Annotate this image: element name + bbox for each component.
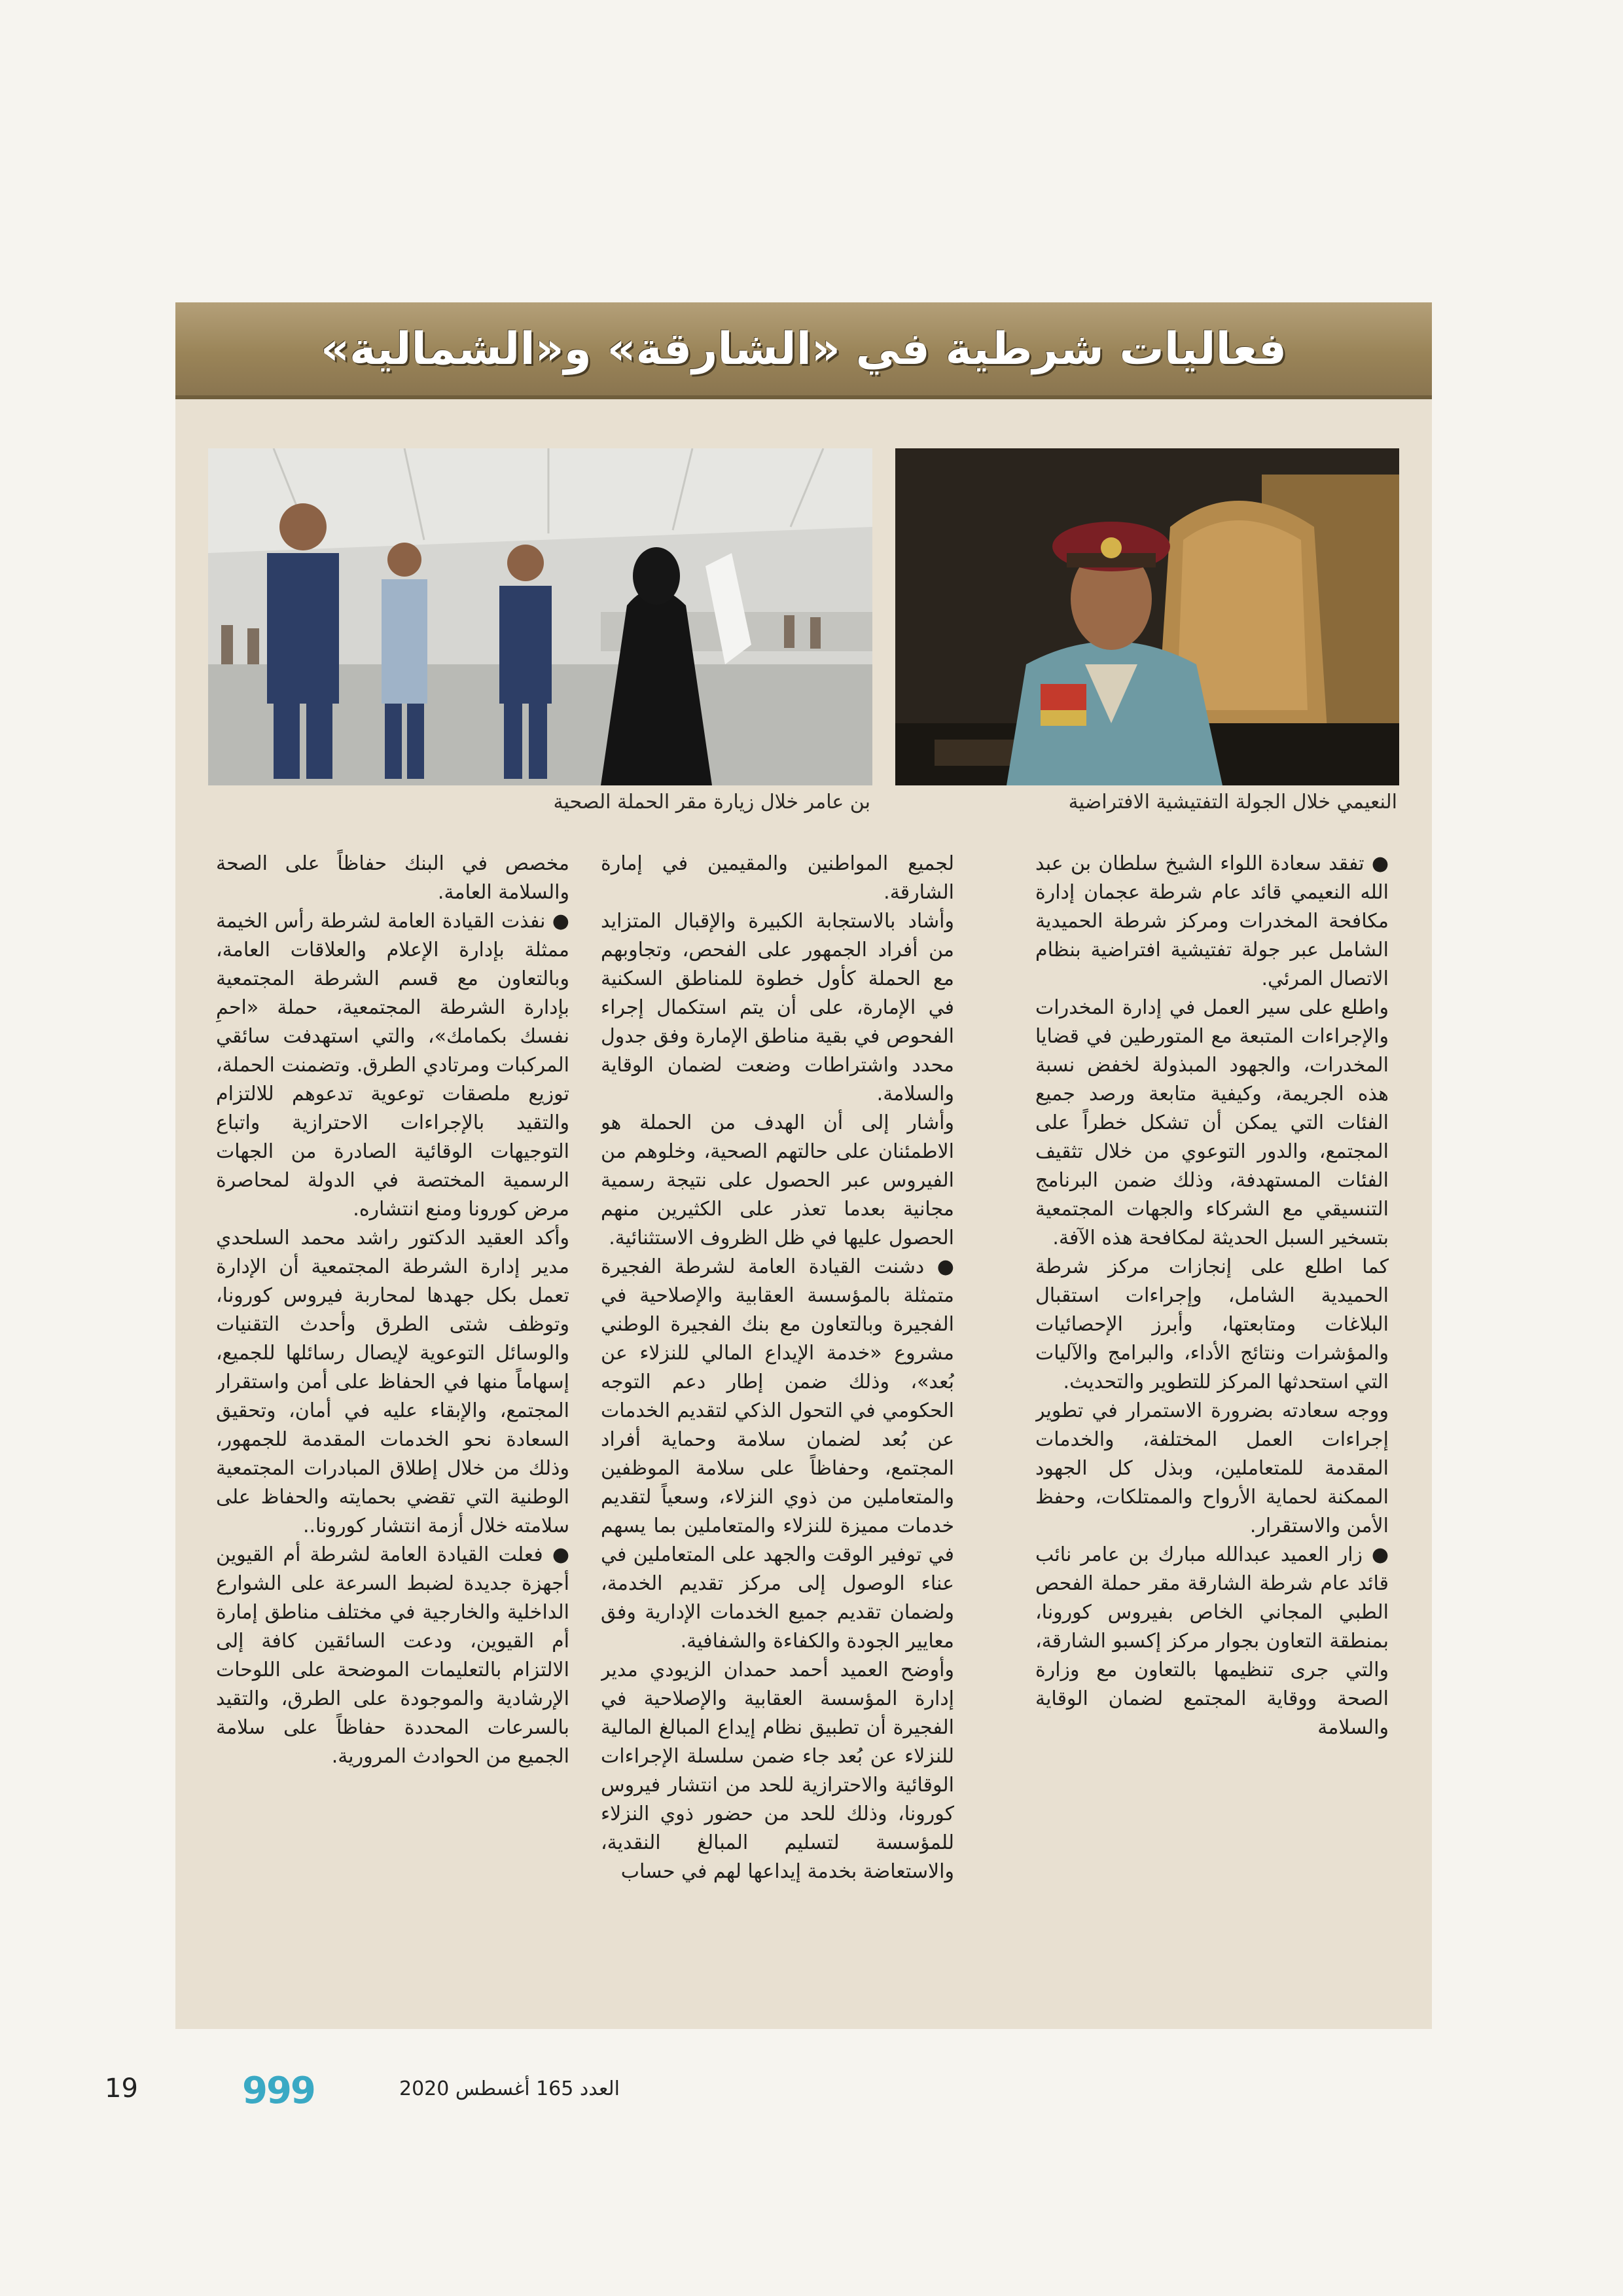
paragraph: ● نفذت القيادة العامة لشرطة رأس الخيمة ممثلة بإدارة الإعلام والعلاقات العامة، وبالتعاون مع قسم الشرطة المجتمعية بإدارة الشرطة المجتمعية، حملة «احمِ نفسك بكمامك»، والتي استهدفت سائقي المركبات ومرتادي الطرق. وتضمنت الحملة، توزيع ملصقات توعوية تدعوهم للالتزام والتقيد بالإجراءات الاحترازية واتباع التوجيهات الوقائية الصادرة من الجهات الرسمية المختصة في الدولة لمحاصرة مرض كورونا ومنع انتشاره. <box>216 910 569 1221</box>
title-banner <box>175 302 1432 399</box>
paragraph: واطلع على سير العمل في إدارة المخدرات والإجراءات المتبعة مع المتورطين في قضايا المخدرات، والجهود المبذولة لخفض نسبة هذه الجريمة، وكيفية متابعة ورصد جميع الفئات التي يمكن أن تشكل خطراً على المجتمع، والدور التوعوي من خلال تثقيف الفئات المستهدفة، وذلك ضمن البرنامج التنسيقي مع الشركاء والجهات المجتمعية بتسخير السبل الحديثة لمكافحة هذه الآفة. <box>1035 996 1389 1249</box>
paragraph: وأوضح العميد أحمد حمدان الزيودي مدير إدارة المؤسسة العقابية والإصلاحية في الفجيرة أن تطبيق نظام إيداع المبالغ المالية للنزلاء عن بُعد جاء ضمن سلسلة الإجراءات الوقائية والاحترازية للحد من انتشار فيروس كورونا، وذلك للحد من حضور ذوي النزلاء للمؤسسة لتسليم المبالغ النقدية، والاستعاضة بخدمة إيداعها لهم في حساب <box>601 1659 954 1883</box>
paragraph: ووجه سعادته بضرورة الاستمرار في تطوير إجراءات العمل المختلفة، والخدمات المقدمة للمتعاملين، وبذل كل الجهود الممكنة لحماية الأرواح والممتلكات، وحفظ الأمن والاستقرار. <box>1035 1399 1389 1537</box>
photo-bin-amer-illustration <box>208 448 872 785</box>
article-column-3 <box>216 850 569 2008</box>
caption-left: بن عامر خلال زيارة مقر الحملة الصحية <box>553 791 870 814</box>
page-footer <box>92 2067 1531 2119</box>
paragraph: ● تفقد سعادة اللواء الشيخ سلطان بن عبد الله النعيمي قائد عام شرطة عجمان إدارة مكافحة المخدرات ومركز شرطة الحميدية الشامل عبر جولة تفتيشية افتراضية بنظام الاتصال المرئي. <box>1035 852 1389 990</box>
paragraph: ● فعلت القيادة العامة لشرطة أم القيوين أجهزة جديدة لضبط السرعة على الشوارع الداخلية والخارجية في مختلف مناطق إمارة أم القيوين، ودعت السائقين كافة إلى الالتزام بالتعليمات الموضحة على اللوحات الإرشادية والموجودة على الطرق، والتقيد بالسرعات المحددة حفاظاً على سلامة الجميع من الحوادث المرورية. <box>216 1543 569 1768</box>
page-number: 19 <box>105 2073 138 2104</box>
paragraph: ● دشنت القيادة العامة لشرطة الفجيرة متمثلة بالمؤسسة العقابية والإصلاحية في الفجيرة وبالتعاون مع بنك الفجيرة الوطني مشروع «خدمة الإيداع المالي للنزلاء عن بُعد»، وذلك ضمن إطار دعم التوجه الحكومي في التحول الذكي لتقديم الخدمات عن بُعد لضمان سلامة وحماية أفراد المجتمع، وحفاظاً على سلامة الموظفين والمتعاملين من ذوي النزلاء، وسعياً لتقديم خدمات مميزة للنزلاء والمتعاملين بما يسهم في توفير الوقت والجهد على المتعاملين في عناء الوصول إلى مركز تقديم الخدمة، ولضمان تقديم جميع الخدمات الإدارية وفق معايير الجودة والكفاءة والشفافية. <box>601 1255 954 1653</box>
paragraph: وأشاد بالاستجابة الكبيرة والإقبال المتزايد من أفراد الجمهور على الفحص، وتجاوبهم مع الحملة كأول خطوة للمناطق السكنية في الإمارة، على أن يتم استكمال إجراء الفحوص في بقية مناطق الإمارة وفق جدول محدد واشتراطات وضعت لضمان الوقاية والسلامة. <box>601 910 954 1105</box>
paragraph: كما اطلع على إنجازات مركز شرطة الحميدية الشامل، وإجراءات استقبال البلاغات ومتابعتها، وأبرز الإحصائيات والمؤشرات ونتائج الأداء، والبرامج والآليات التي استحدثها المركز للتطوير والتحديث. <box>1035 1255 1389 1393</box>
issue-info: العدد 165 أغسطس 2020 <box>399 2077 620 2100</box>
article-column-2 <box>601 850 954 2008</box>
photo-naimi <box>895 448 1399 785</box>
page-title: فعاليات شرطية في «الشارقة» و«الشمالية» <box>321 323 1287 375</box>
photo-naimi-illustration <box>895 448 1399 785</box>
caption-right: النعيمي خلال الجولة التفتيشية الافتراضية <box>1068 791 1397 814</box>
paragraph: مخصص في البنك حفاظاً على الصحة والسلامة العامة. <box>216 852 569 904</box>
photo-bin-amer <box>208 448 872 785</box>
paragraph: ● زار العميد عبدالله مبارك بن عامر نائب قائد عام شرطة الشارقة مقر حملة الفحص الطبي المجاني الخاص بفيروس كورونا، بمنطقة التعاون بجوار مركز إكسبو الشارقة، والتي جرى تنظيمها بالتعاون مع وزارة الصحة ووقاية المجتمع لضمان الوقاية والسلامة <box>1035 1543 1389 1739</box>
paragraph: وأشار إلى أن الهدف من الحملة هو الاطمئنان على حالتهم الصحية، وخلوهم من الفيروس عبر الحصول على نتيجة رسمية مجانية بعدما تعذر على الكثيرين منهم الحصول عليها في ظل الظروف الاستثنائية. <box>601 1111 954 1249</box>
article-column-1 <box>1035 850 1389 2008</box>
magazine-logo: 999 <box>242 2070 315 2112</box>
paragraph: وأكد العقيد الدكتور راشد محمد السلحدي مدير إدارة الشرطة المجتمعية أن الإدارة تعمل بكل جهدها لمحاربة فيروس كورونا، وتوظف شتى الطرق وأحدث التقنيات والوسائل التوعوية لإيصال رسائلها للجميع، إسهاماً منها في الحفاظ على أمن واستقرار المجتمع، والإبقاء عليه في أمان، وتحقيق السعادة نحو الخدمات المقدمة للجمهور، وذلك من خلال إطلاق المبادرات المجتمعية الوطنية التي تقضي بحمايته والحفاظ على سلامته خلال أزمة انتشار كورونا.. <box>216 1227 569 1537</box>
paragraph: لجميع المواطنين والمقيمين في إمارة الشارقة. <box>601 852 954 904</box>
